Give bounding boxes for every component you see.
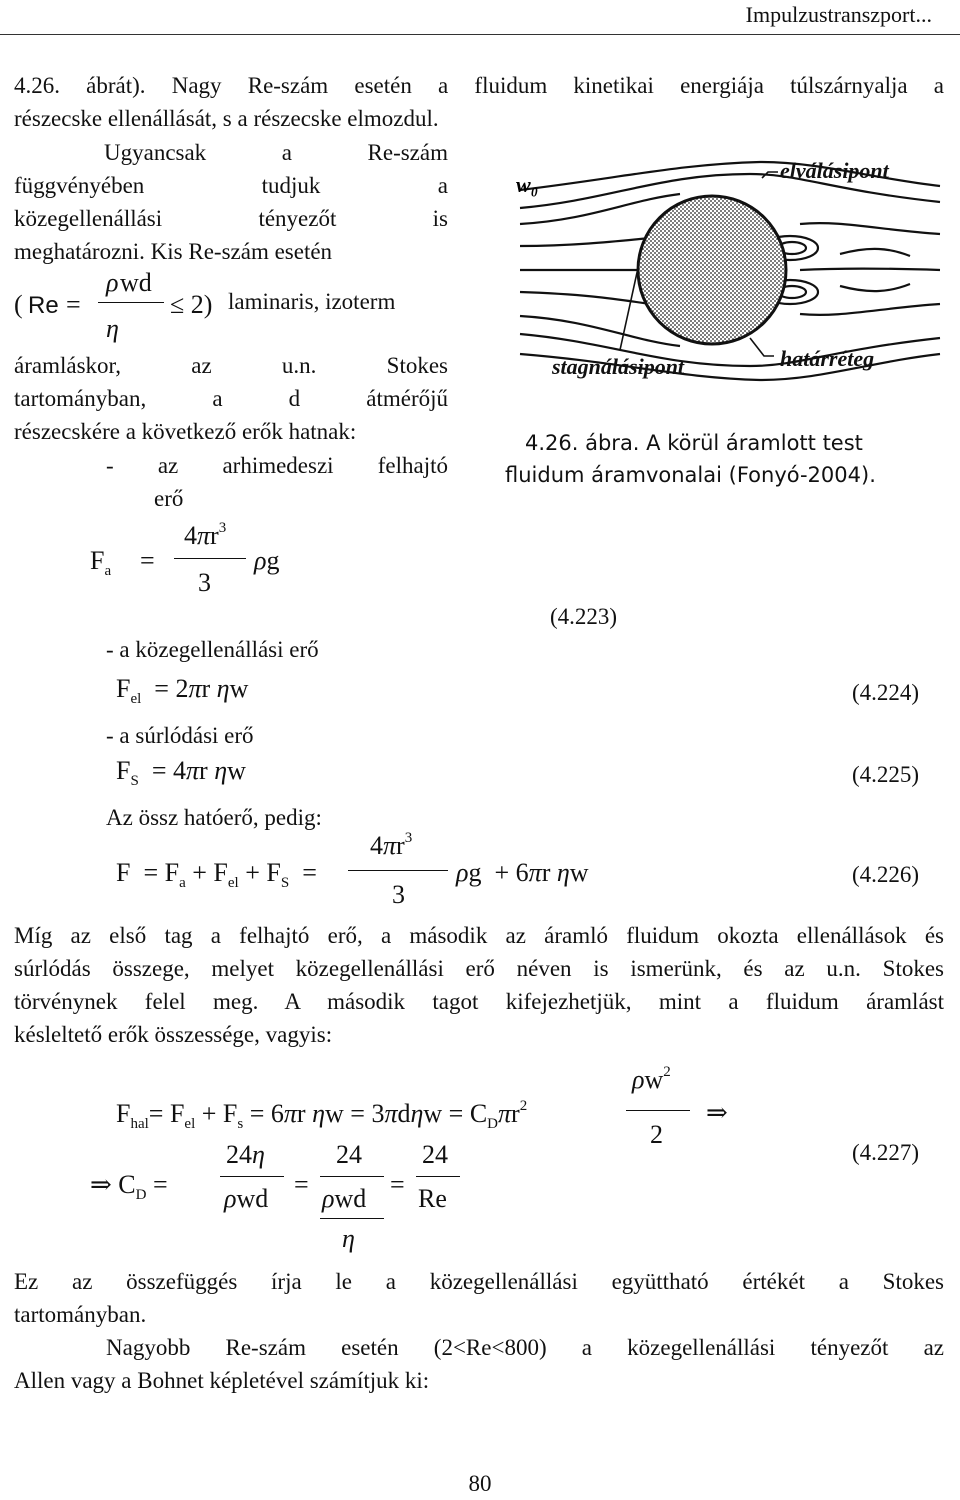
stagnation-point-label: stagnálásipont bbox=[552, 354, 685, 379]
left-line-3: közegellenállási tényezőt is bbox=[14, 206, 448, 231]
eq-number-225: (4.225) bbox=[852, 762, 920, 787]
bullet-buoyancy-b: erő bbox=[154, 486, 184, 511]
separation-point-label: elválásipont bbox=[780, 158, 889, 183]
flow-figure bbox=[500, 150, 950, 390]
reynolds-condition-text: laminaris, izoterm bbox=[228, 289, 396, 314]
eq-number-223: (4.223) bbox=[550, 604, 618, 629]
friction-force-label: - a súrlódási erő bbox=[106, 723, 254, 748]
paragraph-1-line-2: súrlódás összege, melyet közegellenállási erő néven is ismerünk, és az u.n. Stokes bbox=[14, 956, 944, 981]
paragraph-1-line-1: Míg az első tag a felhajtó erő, a második az áramló fluidum okozta ellenállások és bbox=[14, 923, 944, 948]
buoyancy-equation: $F_a$ = $4\pi r^3$ 3 ρg bbox=[90, 520, 280, 597]
left-line-4: meghatározni. Kis Re-szám esetén bbox=[14, 239, 333, 264]
friction-equation: $F_S = 4\pi r$ ηw bbox=[116, 756, 246, 789]
left-line-5: áramláskor, az u.n. Stokes bbox=[14, 353, 448, 378]
intro-line-2: részecske ellenállását, s a részecske elmozdul. bbox=[14, 106, 439, 131]
page-number: 80 bbox=[468, 1471, 492, 1496]
velocity-label: w₀ bbox=[516, 172, 539, 197]
eq-number-227: (4.227) bbox=[852, 1140, 920, 1165]
paragraph-2-line-1: Ez az összefüggés írja le a közegellenállási együttható értékét a Stokes bbox=[14, 1269, 944, 1294]
eq-number-226: (4.226) bbox=[852, 862, 920, 887]
paragraph-1-line-4: késleltető erők összessége, vagyis: bbox=[14, 1022, 333, 1047]
boundary-layer-label: határréteg bbox=[780, 346, 875, 371]
figure-caption-line-1: 4.26. ábra. A körül áramlott test bbox=[525, 431, 863, 455]
left-line-6: tartományban, a d átmérőjű bbox=[14, 386, 448, 411]
drag-force-label: - a közegellenállási erő bbox=[106, 637, 319, 662]
left-line-2: függvényében tudjuk a bbox=[14, 173, 448, 198]
intro-line-1: 4.26. ábrát). Nagy Re-szám esetén a fluidum kinetikai energiája túlszárnyalja a bbox=[14, 73, 944, 98]
paragraph-2-line-2: tartományban. bbox=[14, 1302, 147, 1327]
reynolds-condition: ( Re = ρ wd η ≤ 2) laminaris, izoterm bbox=[14, 268, 396, 343]
bullet-buoyancy-a: - az arhimedeszi felhajtó bbox=[106, 453, 448, 478]
paragraph-3-line-1: Nagyobb Re-szám esetén (2<Re<800) a közegellenállási tényezőt az bbox=[106, 1335, 944, 1360]
paragraph-3-line-2: Allen vagy a Bohnet képletével számítjuk ki: bbox=[14, 1368, 430, 1393]
total-force-label: Az össz hatóerő, pedig: bbox=[106, 805, 322, 830]
left-line-1: Ugyancsak a Re-szám bbox=[104, 140, 448, 165]
figure-caption-line-2: fluidum áramvonalai (Fonyó-2004). bbox=[505, 463, 876, 487]
drag-equation: $F_{el} = 2\pi r$ ηw bbox=[116, 674, 249, 707]
header-title: Impulzustranszport... bbox=[745, 2, 932, 27]
drag-coefficient-equation: ⇒ $C_D$ = 24η ρwd = 24 ρwd η = 24 Re bbox=[116, 1140, 856, 1260]
total-force-equation: $F = F_a + F_{el} + F_S$ = $4\pi r^3$ 3 ρg + 6πr ηw bbox=[116, 830, 589, 909]
eq-number-224: (4.224) bbox=[852, 680, 920, 705]
resistance-equation: $F_{hal}= F_{el} + F_s = 6\pi r$ $\eta w = 3\pi d\eta w = C_D\pi r^2$ $\rho w^2$ 2 ⇒ bbox=[116, 1064, 728, 1149]
paragraph-1-line-3: törvénynek felel meg. A második tagot kifejezhetjük, mint a fluidum áramlást bbox=[14, 989, 944, 1014]
left-line-7: részecskére a következő erők hatnak: bbox=[14, 419, 357, 444]
running-header bbox=[0, 0, 960, 35]
